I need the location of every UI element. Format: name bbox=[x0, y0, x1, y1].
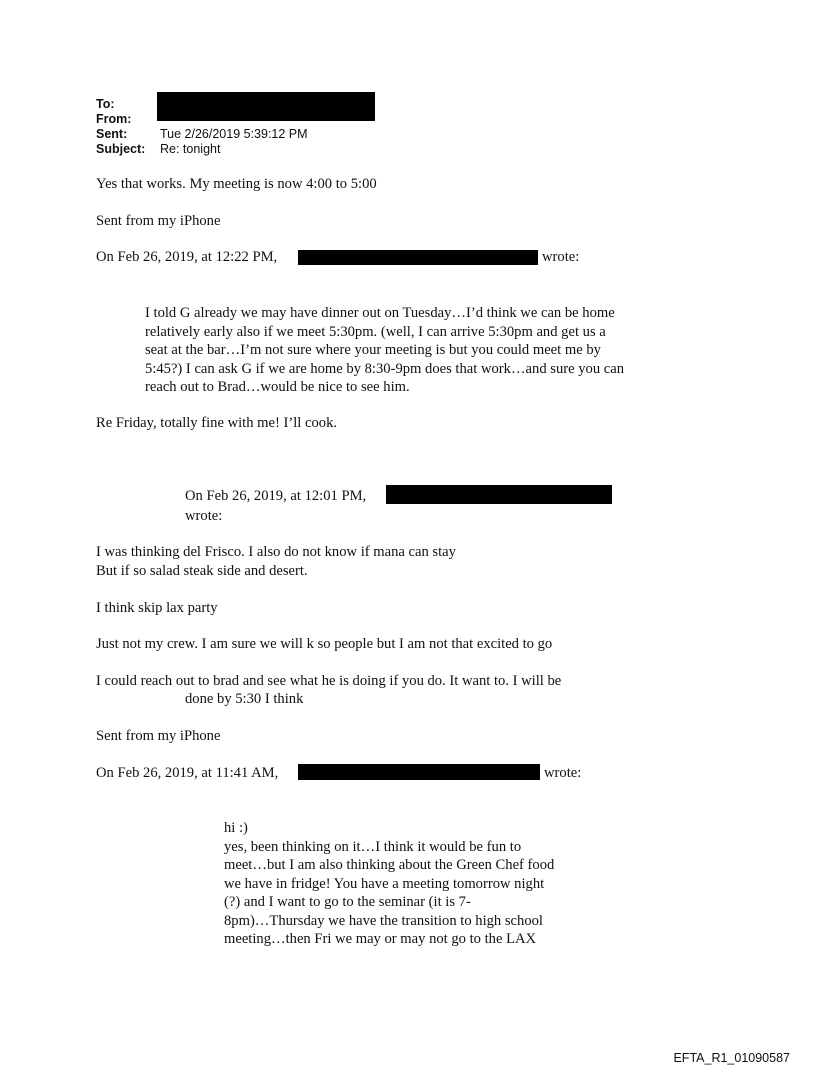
to-label: To: bbox=[96, 97, 115, 111]
quote1-prefix: On Feb 26, 2019, at 12:22 PM, bbox=[96, 249, 278, 265]
quote1-line: reach out to Brad…would be nice to see him. bbox=[145, 379, 410, 395]
sent-row bbox=[96, 127, 308, 142]
subject-label: Subject: bbox=[96, 142, 146, 156]
friday-line: Re Friday, totally fine with me! I’ll cook. bbox=[96, 415, 338, 431]
subject-value: Re: tonight bbox=[160, 142, 221, 156]
quote2-prefix: On Feb 26, 2019, at 12:01 PM, bbox=[185, 488, 367, 504]
quote2-wrote: wrote: bbox=[185, 508, 223, 524]
sent-label: Sent: bbox=[96, 127, 128, 141]
delfrisco-block bbox=[96, 543, 456, 580]
redaction-quote1-sender bbox=[298, 250, 538, 265]
lax-line: I think skip lax party bbox=[96, 600, 218, 616]
quote3-line: yes, been thinking on it…I think it would be fun to bbox=[224, 838, 522, 855]
signature-1: Sent from my iPhone bbox=[96, 213, 221, 229]
quote3-line: (?) and I want to go to the seminar (it is 7- bbox=[224, 894, 471, 910]
crew-line: Just not my crew. I am sure we will k so people but I am not that excited to go bbox=[96, 636, 553, 652]
quote3-line: hi :) bbox=[224, 820, 248, 836]
brad-line-2: done by 5:30 I think bbox=[185, 691, 304, 707]
delfrisco-line: But if so salad steak side and desert. bbox=[96, 562, 308, 579]
quote3-line: 8pm)…Thursday we have the transition to high school bbox=[224, 912, 543, 929]
sent-value: Tue 2/26/2019 5:39:12 PM bbox=[160, 127, 308, 141]
quote3-line: we have in fridge! You have a meeting tomorrow night bbox=[224, 875, 545, 892]
delfrisco-line: I was thinking del Frisco. I also do not know if mana can stay bbox=[96, 544, 456, 560]
quote1-wrote: wrote: bbox=[542, 249, 580, 265]
redaction-quote2-sender bbox=[386, 485, 612, 504]
quote3-line: meeting…then Fri we may or may not go to the LAX bbox=[224, 931, 537, 947]
document-id: EFTA_R1_01090587 bbox=[673, 1051, 790, 1065]
quote1-attribution bbox=[96, 248, 277, 266]
quote1-line: I told G already we may have dinner out on Tuesday…I’d think we can be home bbox=[145, 305, 615, 321]
reply-line: Yes that works. My meeting is now 4:00 to 5:00 bbox=[96, 176, 377, 192]
quote3-prefix: On Feb 26, 2019, at 11:41 AM, bbox=[96, 765, 279, 781]
from-label: From: bbox=[96, 112, 132, 126]
quote1-body bbox=[145, 304, 624, 397]
signature-2: Sent from my iPhone bbox=[96, 728, 221, 744]
redaction-quote3-sender bbox=[298, 764, 540, 780]
quote1-line: seat at the bar…I’m not sure where your meeting is but you could meet me by bbox=[145, 342, 601, 358]
subject-row bbox=[96, 142, 308, 157]
quote1-line: relatively early also if we meet 5:30pm. (well, I can arrive 5:30pm and get us a bbox=[145, 323, 606, 340]
quote3-body bbox=[224, 819, 554, 949]
redaction-to-from bbox=[157, 92, 375, 121]
quote3-wrote: wrote: bbox=[544, 765, 582, 781]
quote3-line: meet…but I am also thinking about the Green Chef food bbox=[224, 857, 555, 873]
quote1-line: 5:45?) I can ask G if we are home by 8:30-9pm does that work…and sure you can bbox=[145, 360, 625, 377]
brad-line: I could reach out to brad and see what he is doing if you do. It want to. I will be bbox=[96, 673, 562, 689]
